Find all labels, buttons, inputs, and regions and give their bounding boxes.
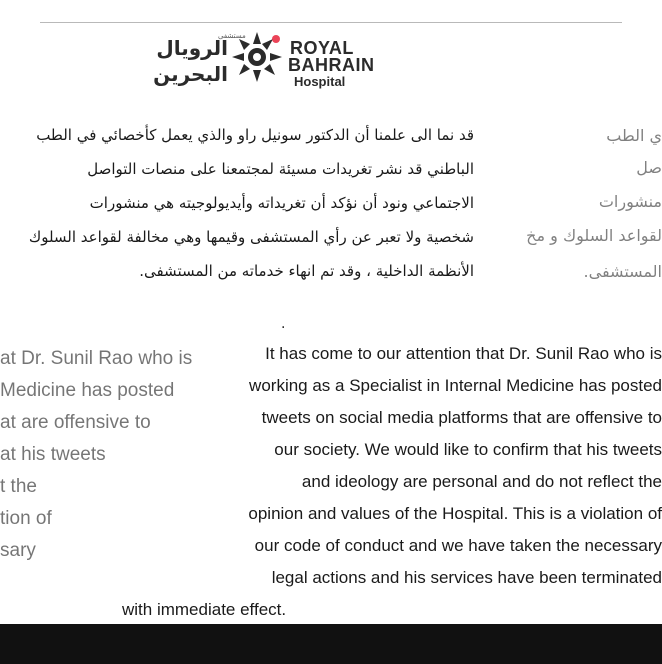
english-line: tweets on social media platforms that are offensive to xyxy=(261,408,662,427)
top-rule xyxy=(40,22,622,23)
arabic-line: شخصية ولا تعبر عن رأي المستشفى وقيمها وهي مخالفة لقواعد السلوك xyxy=(28,228,474,246)
english-ghost-line: t the xyxy=(0,476,37,497)
english-ghost-line: sary xyxy=(0,540,36,561)
english-line: our society. We would like to confirm that his tweets xyxy=(274,440,662,459)
royal-bahrain-emblem-icon xyxy=(230,30,284,84)
english-ghost-line: at his tweets xyxy=(0,444,106,465)
separator-dot: . xyxy=(281,316,286,332)
english-line: with immediate effect. xyxy=(122,600,287,619)
english-ghost-line: tion of xyxy=(0,508,52,529)
arabic-line: الباطني قد نشر تغريدات مسيئة لمجتمعنا على منصات التواصل xyxy=(87,160,474,178)
arabic-ghost-line: صل xyxy=(636,158,662,177)
arabic-line: الاجتماعي ونود أن نؤكد أن تغريداته وأيديولوجيته هي منشورات xyxy=(89,194,474,212)
arabic-line: الأنظمة الداخلية ، وقد تم انهاء خدماته من المستشفى. xyxy=(139,262,474,280)
logo-arabic-line2: البحرين xyxy=(153,62,228,86)
arabic-line: قد نما الى علمنا أن الدكتور سونيل راو والذي يعمل كأخصائي في الطب xyxy=(36,126,474,144)
logo-arabic-line1: الرويال xyxy=(156,36,228,60)
english-ghost-line: at are offensive to xyxy=(0,412,151,433)
bottom-bar xyxy=(0,624,662,664)
logo-arabic-small: مستشفى xyxy=(218,32,246,40)
english-line: It has come to our attention that Dr. Sunil Rao who is xyxy=(265,344,662,363)
logo-english-royal: ROYAL xyxy=(290,38,354,58)
english-ghost-line: at Dr. Sunil Rao who is xyxy=(0,348,193,369)
arabic-ghost-line: المستشفى. xyxy=(583,262,662,281)
english-line: our code of conduct and we have taken the necessary xyxy=(254,536,662,555)
logo-english-bahrain: BAHRAIN xyxy=(288,55,375,75)
hospital-logo xyxy=(153,28,390,92)
logo-english-hospital: Hospital xyxy=(294,74,346,89)
english-line: opinion and values of the Hospital. This is a violation of xyxy=(248,504,662,523)
arabic-ghost-line: منشورات xyxy=(598,192,662,211)
arabic-ghost-line: ي الطب xyxy=(606,126,662,145)
english-line: and ideology are personal and do not reflect the xyxy=(301,472,662,491)
english-line: legal actions and his services have been terminated xyxy=(271,568,662,587)
english-line: working as a Specialist in Internal Medicine has posted xyxy=(249,376,662,395)
english-ghost-line: Medicine has posted xyxy=(0,380,175,401)
arabic-ghost-line: لقواعد السلوك و مخ xyxy=(526,226,662,245)
